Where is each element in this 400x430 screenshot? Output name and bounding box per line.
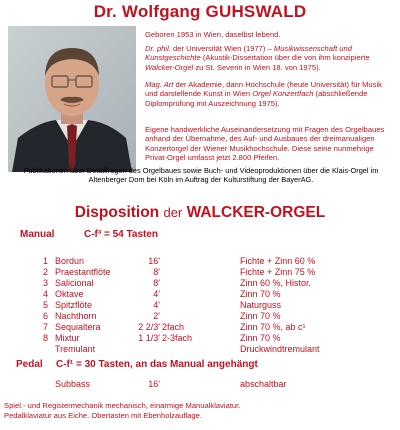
action-note-line-2: Pedalklaviatur aus Eiche. Obertasten mit Ebenholzauflage. (4, 410, 202, 420)
disposition-heading-word: Disposition (74, 204, 160, 221)
bio-organ-building (145, 125, 395, 162)
stop-row (0, 289, 400, 300)
stop-pitch: 8' (153, 267, 160, 277)
stop-ranks: 2fach (162, 322, 185, 332)
action-notes (4, 401, 396, 421)
stop-material: Zinn 60 %, Histor. (240, 278, 312, 288)
disposition-heading (0, 204, 400, 222)
bio-academy-text-2: (abschließende Diplomprüfung mit Auszeichnung 1975). (145, 89, 368, 108)
bio-organ-building-text: Eigene handwerkliche Auseinandersetzung mit Fragen des Orgelbaues anhand der Übernahme, des Auf- und Ausbaues der dreimanualigen Konzertorgel der Wiener Musikhochschule. Diese seine nunmehrige Privat-Orgel umfasst jetzt 2.800 Pfeifen. (145, 125, 385, 162)
bio-doctorate-degree: Dr. phil. (145, 44, 171, 53)
portrait-photo (8, 26, 136, 172)
stop-material: Zinn 70 % (240, 311, 281, 321)
stop-material: Zinn 70 % (240, 333, 281, 343)
publications-note: Publikationen über Detailfragen des Orgelbaues sowie Buch- und Videoproduktionen über die Klais-Orgel im Altenberger Dom bei Köln im Auftrag der Kulturstiftung der BayerAG. (23, 166, 379, 185)
stop-pitch: 4' (153, 300, 160, 310)
stop-row (0, 267, 400, 278)
stop-row (0, 300, 400, 311)
bio-doctorate-text-3: zu St. Severin in Wien 18. von 1975). (193, 62, 321, 72)
bio-doctorate-text-1: der Universität Wien (1977) – (170, 44, 274, 53)
stop-material: Fichte + Zinn 75 % (240, 267, 316, 277)
stop-number: 5 (42, 300, 48, 310)
bio-birth-text: Geboren 1953 in Wien, daselbst lebend. (145, 30, 281, 39)
stop-number: 4 (42, 289, 48, 299)
bio-academy-field: Orgel Konzertfach (252, 89, 314, 99)
manual-heading (20, 229, 158, 240)
page-title (0, 2, 400, 22)
pedal-stop-name: Subbass (55, 379, 91, 389)
stop-ranks: 2-3fach (162, 333, 193, 343)
stop-material: Zinn 70 % (240, 289, 281, 299)
stop-name: Tremulant (55, 344, 96, 354)
stop-row (0, 278, 400, 289)
stop-material: Druckwindtremulant (240, 344, 320, 354)
bio-academy (145, 80, 395, 108)
stop-row (0, 322, 400, 333)
stop-name: Spitzflöte (55, 300, 93, 310)
stop-name: Sequialtera (55, 322, 101, 332)
action-note-line-1: Spiel.- und Registermechanik mechanisch, einarmige Manualklaviatur. (4, 401, 241, 410)
bio-doctorate-organ: Walcker-Orgel (145, 62, 194, 72)
stop-row (0, 344, 400, 355)
stop-number: 2 (42, 267, 48, 277)
portrait-illustration (8, 26, 136, 172)
manual-range: C-f³ = 54 Tasten (84, 229, 158, 240)
stop-pitch: 2' (153, 311, 160, 321)
stop-number: 3 (42, 278, 48, 288)
stop-name: Bordun (55, 256, 85, 266)
pedal-stop-pitch: 16' (148, 379, 160, 389)
stop-row (0, 333, 400, 344)
stop-pitch: 1 1/3' (138, 333, 160, 343)
stop-name: Salicional (55, 278, 94, 288)
stop-name: Praestantflöte (55, 267, 111, 277)
stop-number: 1 (42, 256, 48, 266)
stop-pitch: 8' (153, 278, 160, 288)
pedal-stop-note: abschaltbar (240, 379, 287, 389)
pedal-stop-row (0, 379, 400, 390)
stop-material: Zinn 70 %, ab c¹ (240, 322, 306, 332)
bio-doctorate-text-2: (Akustik-Dissertation über die von ihm konzipierte (200, 53, 370, 63)
bio-doctorate (145, 44, 395, 72)
bio-birth (145, 30, 395, 39)
pedal-heading (16, 359, 258, 370)
disposition-heading-der: der (163, 205, 183, 220)
pedal-label: Pedal (16, 359, 43, 370)
stop-row (0, 311, 400, 322)
stop-number: 6 (42, 311, 48, 321)
stop-pitch: 2 2/3' (138, 322, 160, 332)
pedal-range: C-f¹ = 30 Tasten, an das Manual angehängt (56, 359, 258, 370)
stop-number: 7 (42, 322, 48, 332)
stop-name: Nachthorn (55, 311, 97, 321)
bio-academy-degree: Mag. Art (145, 80, 174, 89)
stop-name: Oktave (55, 289, 84, 299)
stop-material: Naturguss (240, 300, 282, 310)
manual-label: Manual (20, 229, 55, 240)
stop-number: 8 (42, 333, 48, 343)
title-surname: GUHSWALD (205, 2, 307, 21)
bio-doctorate-field: Musikwissenschaft und Kunstgeschichte (145, 44, 352, 63)
bio-academy-text-1: der Akademie, dann Hochschule (heute Universität) für Musik und darstellende Kunst in Wien (145, 80, 382, 99)
title-prefix: Dr. Wolfgang (93, 2, 201, 21)
stop-pitch: 16' (148, 256, 160, 266)
stop-material: Fichte + Zinn 60 % (240, 256, 316, 266)
stop-row (0, 256, 400, 267)
stop-pitch: 4' (153, 289, 160, 299)
stop-name: Mixtur (55, 333, 80, 343)
disposition-heading-organ: WALCKER-ORGEL (186, 204, 326, 221)
